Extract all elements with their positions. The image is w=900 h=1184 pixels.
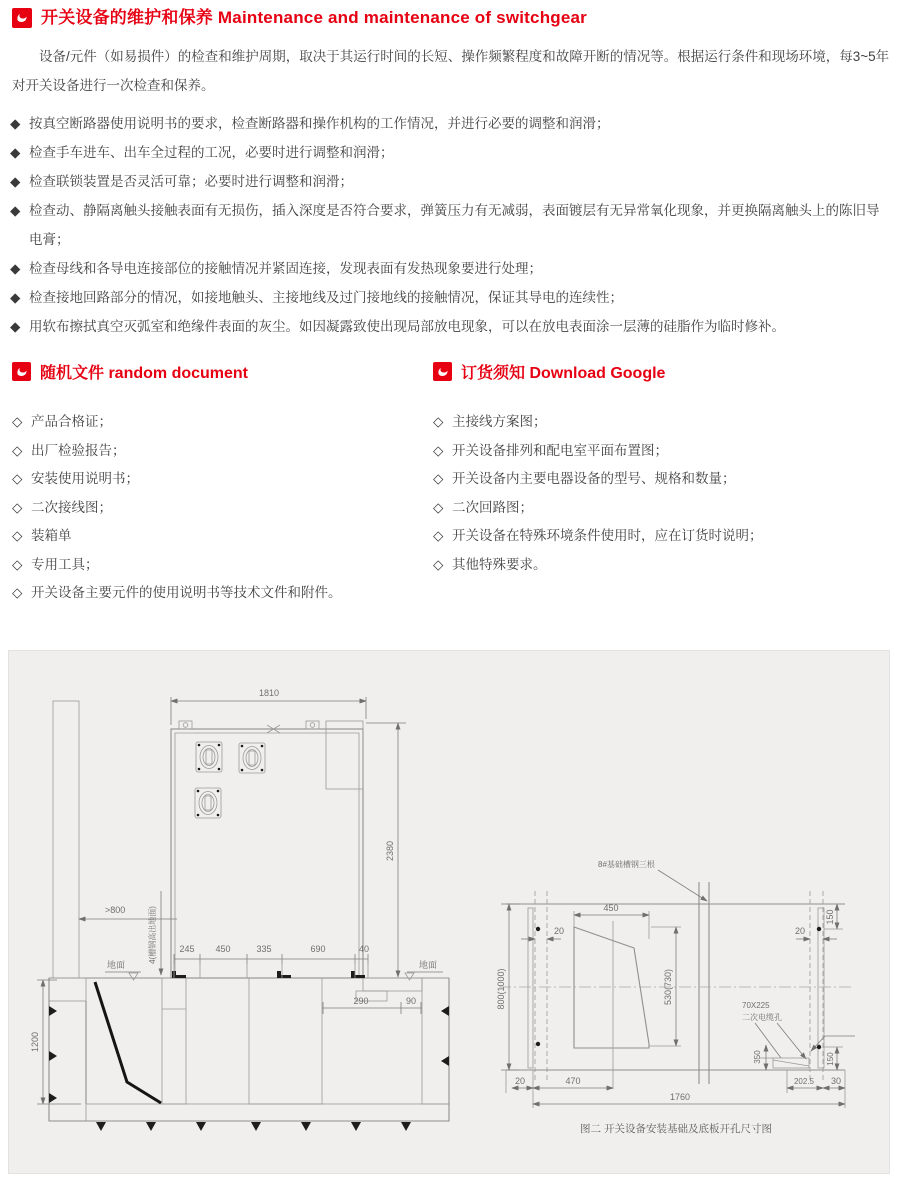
list-item-text: 装箱单 <box>31 528 72 543</box>
maintenance-intro: 设备/元件（如易损件）的检查和维护周期，取决于其运行时间的长短、操作频繁程度和故障开断的情况等。根据运行条件和现场环境，每3~5年对开关设备进行一次检查和保养。 <box>12 49 890 93</box>
list-item-text: 安装使用说明书； <box>31 471 139 486</box>
checklist-item <box>10 167 892 196</box>
two-column-section <box>12 360 890 608</box>
hollow-diamond-bullet: ◇ <box>12 442 23 458</box>
checklist-item-text: 检查接地回路部分的情况，如接地触头、主接地线及过门接地线的接触情况，保证其导电的连续性； <box>29 290 623 305</box>
anchor-bolt <box>536 1042 540 1046</box>
dim-label: 350 <box>753 1050 762 1064</box>
dim-label: 800(1000) <box>496 968 506 1010</box>
channel-steel-left <box>528 908 533 1068</box>
bushing <box>195 788 221 818</box>
list-item <box>433 551 890 580</box>
dim-label: 470 <box>565 1076 581 1086</box>
dim-label: 202.5 <box>793 1077 815 1086</box>
hollow-diamond-bullet: ◇ <box>433 442 444 458</box>
elevation-dimensions <box>30 688 443 1104</box>
anchor-brackets <box>172 971 365 978</box>
dim-label: 20 <box>794 926 806 936</box>
solid-diamond-bullet: ◆ <box>10 145 21 160</box>
channel-steel-note: 4(槽钢高出地面) <box>148 906 157 964</box>
ground-label: 地面 <box>419 960 438 970</box>
list-item-text: 开关设备主要元件的使用说明书等技术文件和附件。 <box>31 585 342 600</box>
checklist-item-text: 检查联锁装置是否灵活可靠；必要时进行调整和润滑； <box>29 174 353 189</box>
list-item-text: 出厂检验报告； <box>31 442 126 458</box>
elevation-drawing <box>30 688 449 1131</box>
cable-trench-section <box>49 978 449 1131</box>
figure-caption: 图二 开关设备安装基础及底板开孔尺寸图 <box>580 1123 772 1135</box>
hollow-diamond-bullet: ◇ <box>12 585 23 600</box>
ordering-notes-header <box>433 360 890 383</box>
checklist-item <box>10 254 892 283</box>
hollow-diamond-bullet: ◇ <box>12 556 23 572</box>
list-item <box>12 551 433 580</box>
list-item-text: 二次回路图； <box>452 499 533 515</box>
checklist-item-text: 检查母线和各导电连接部位的接触情况并紧固连接，发现表面有发热现象要进行处理； <box>29 261 542 276</box>
channel-steel-middle <box>699 882 709 1084</box>
random-documents-header <box>12 360 433 383</box>
hollow-diamond-bullet: ◇ <box>12 471 23 486</box>
hollow-diamond-bullet: ◇ <box>433 528 444 543</box>
dim-label: >800 <box>105 905 126 915</box>
list-item <box>433 465 890 494</box>
solid-diamond-bullet: ◆ <box>10 319 21 334</box>
rear-duct-box <box>326 721 363 789</box>
list-item <box>12 579 433 608</box>
dim-label: 2380 <box>385 840 395 862</box>
checklist-item-text: 检查动、静隔离触头接触表面有无损伤，插入深度是否符合要求，弹簧压力有无减弱，表面镀层有无异常氧化现象，并更换隔离触头上的陈旧导电膏； <box>29 203 880 247</box>
list-item-text: 开关设备在特殊环境条件使用时，应在订货时说明； <box>452 528 763 543</box>
list-item <box>12 437 433 466</box>
list-item <box>12 494 433 523</box>
hollow-diamond-bullet: ◇ <box>433 556 444 572</box>
brand-icon <box>12 8 32 28</box>
list-item <box>12 408 433 437</box>
page-title: 开关设备的维护和保养 Maintenance and maintenance of switchgear <box>41 8 587 27</box>
dim-label: 20 <box>554 926 565 936</box>
technical-drawing-panel <box>8 650 890 1174</box>
dim-label: 150 <box>825 909 835 925</box>
list-item-text: 专用工具； <box>31 556 99 572</box>
hollow-diamond-bullet: ◇ <box>12 499 23 515</box>
hollow-diamond-bullet: ◇ <box>433 414 444 429</box>
hollow-diamond-bullet: ◇ <box>433 471 444 486</box>
solid-diamond-bullet: ◆ <box>10 116 21 131</box>
plan-dimensions <box>496 903 855 1108</box>
checklist-item-text: 检查手车进车、出车全过程的工况，必要时进行调整和润滑； <box>29 145 394 160</box>
checklist-item <box>10 138 892 167</box>
list-item-text: 开关设备内主要电器设备的型号、规格和数量； <box>452 471 736 486</box>
anchor-bolt <box>817 1045 821 1049</box>
bushing <box>239 743 265 773</box>
dim-label: 530(730) <box>663 968 673 1006</box>
checklist-item-text: 按真空断路器使用说明书的要求，检查断路器和操作机构的工作情况，并进行必要的调整和润滑； <box>29 116 610 131</box>
cable-hole-label: 二次电缆孔 <box>742 1013 782 1022</box>
solid-diamond-bullet: ◆ <box>10 290 21 305</box>
hollow-diamond-bullet: ◇ <box>12 528 23 543</box>
random-documents-column <box>12 360 433 608</box>
list-item-text: 主接线方案图； <box>452 414 547 429</box>
ordering-notes-list <box>433 408 890 579</box>
dim-label: 290 <box>353 996 369 1006</box>
section-title: 订货须知 Download Google <box>461 365 666 382</box>
checklist-item <box>10 196 892 254</box>
solid-diamond-bullet: ◆ <box>10 174 21 189</box>
section-title: 随机文件 random document <box>40 365 249 382</box>
random-documents-list <box>12 408 433 608</box>
hollow-diamond-bullet: ◇ <box>433 499 444 515</box>
list-item <box>433 494 890 523</box>
anchor-bolt <box>817 927 821 931</box>
bottom-plate-opening <box>574 927 649 1048</box>
dim-label: 1810 <box>258 688 280 698</box>
dim-label: 335 <box>256 944 272 954</box>
dim-label: 90 <box>405 996 417 1006</box>
switchgear-cabinet <box>171 721 365 978</box>
ground-label: 地面 <box>107 960 126 970</box>
brand-icon <box>433 362 452 381</box>
dim-label: 20 <box>514 1076 526 1086</box>
maintenance-checklist <box>10 109 892 341</box>
dim-label: 1760 <box>669 1092 691 1102</box>
list-item <box>12 522 433 551</box>
solid-diamond-bullet: ◆ <box>10 261 21 276</box>
ordering-notes-column <box>433 360 890 608</box>
checklist-item-text: 用软布擦拭真空灭弧室和绝缘件表面的灰尘。如因凝露致使出现局部放电现象，可以在放电表面涂一层薄的硅脂作为临时修补。 <box>29 319 785 334</box>
dim-label: 40 <box>358 944 370 954</box>
anchor-bolt <box>536 927 540 931</box>
solid-diamond-bullet: ◆ <box>10 203 21 218</box>
list-item-text: 其他特殊要求。 <box>452 556 547 572</box>
hollow-diamond-bullet: ◇ <box>12 414 23 429</box>
dim-label: 30 <box>830 1076 842 1086</box>
channel-steel-leader-label: 8#基础槽钢三根 <box>598 860 655 869</box>
dim-label: 245 <box>179 944 195 954</box>
list-item <box>433 437 890 466</box>
checklist-item <box>10 312 892 341</box>
checklist-item <box>10 109 892 138</box>
dim-label: 150 <box>826 1052 835 1066</box>
checklist-item <box>10 283 892 312</box>
dim-label: 450 <box>215 944 231 954</box>
installation-drawing <box>9 651 889 1173</box>
earthing-conductor <box>95 982 161 1103</box>
brand-icon <box>12 362 31 381</box>
dim-label: 450 <box>603 903 619 913</box>
plan-drawing <box>496 859 855 1135</box>
list-item-text: 二次接线图； <box>31 499 112 515</box>
list-item <box>433 408 890 437</box>
cable-hole-label: 70X225 <box>742 1001 770 1010</box>
dim-label: 690 <box>310 944 326 954</box>
maintenance-section-header <box>12 7 587 29</box>
list-item <box>433 522 890 551</box>
brick-wall <box>53 701 79 978</box>
list-item-text: 产品合格证； <box>31 414 112 429</box>
bushing <box>196 742 222 772</box>
list-item <box>12 465 433 494</box>
dim-label: 1200 <box>30 1031 40 1053</box>
list-item-text: 开关设备排列和配电室平面布置图； <box>452 442 668 458</box>
